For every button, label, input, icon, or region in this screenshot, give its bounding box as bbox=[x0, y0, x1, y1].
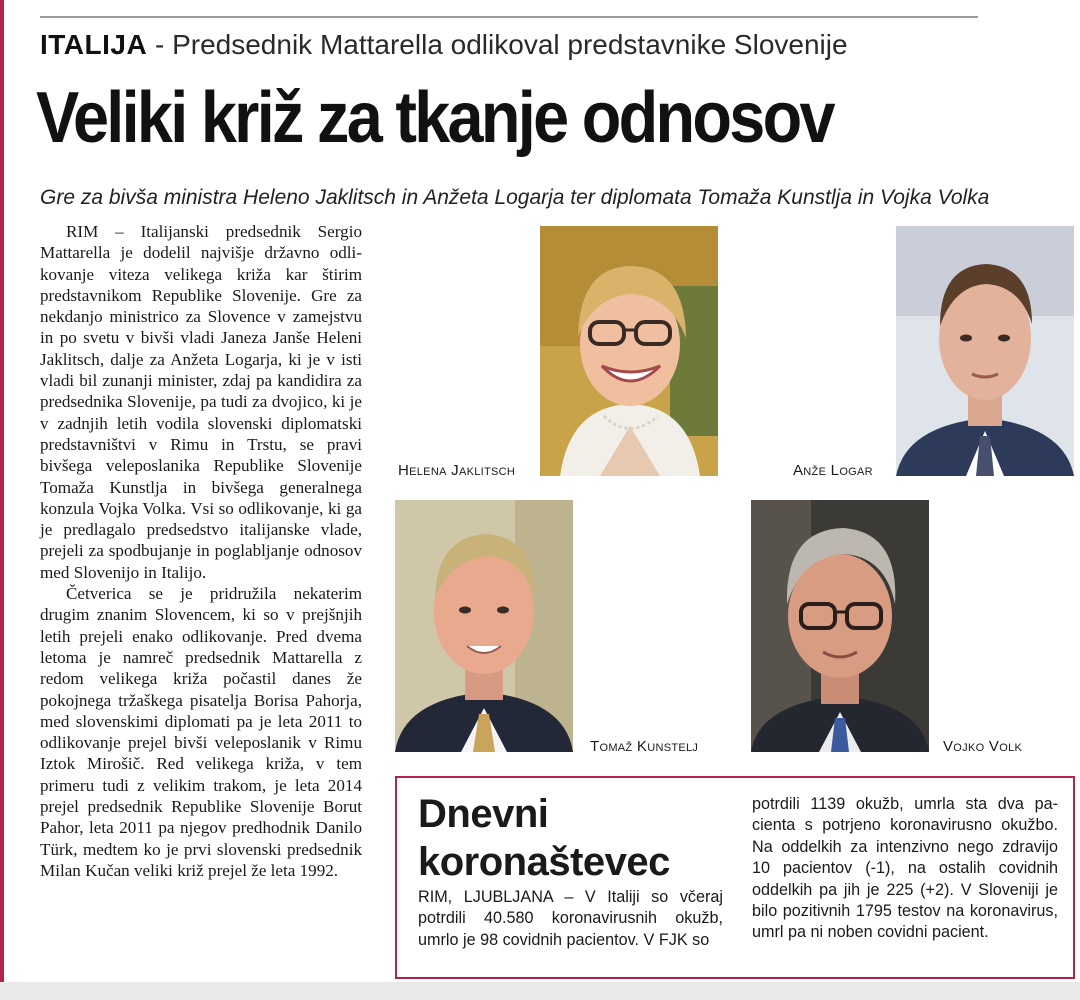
portrait-illustration bbox=[540, 226, 718, 476]
kicker-text: - Predsednik Mattarella odlikoval predstavnike Slovenije bbox=[147, 29, 848, 60]
photo-tomaz-kunstelj bbox=[395, 500, 573, 752]
portrait-illustration bbox=[395, 500, 573, 752]
photo-vojko-volk bbox=[751, 500, 929, 752]
page-edge-rule bbox=[0, 0, 4, 1000]
covid-box-title-line-1: Dnevni bbox=[418, 792, 549, 836]
caption-tomaz-kunstelj: Tomaž Kunstelj bbox=[590, 738, 699, 755]
covid-box-title-line-2: koronaštevec bbox=[418, 840, 670, 884]
page-bottom-band bbox=[0, 982, 1080, 1000]
top-divider bbox=[40, 16, 978, 18]
headline: Veliki križ za tkanje odnosov bbox=[36, 78, 833, 158]
article-body bbox=[40, 221, 362, 881]
caption-vojko-volk: Vojko Volk bbox=[943, 738, 1023, 755]
kicker-section: ITALIJA bbox=[40, 29, 148, 60]
caption-helena-jaklitsch: Helena Jaklitsch bbox=[398, 462, 516, 479]
photo-helena-jaklitsch bbox=[540, 226, 718, 476]
subheadline: Gre za bivša ministra Heleno Jaklitsch in Anžeta Logarja ter diplomata Tomaža Kunstlja in Vojka Volka bbox=[40, 186, 990, 209]
article-paragraph-1: RIM – Italijanski predsednik Sergio Mattarella je dodelil najvišje državno odlikovanje viteza velikega križa kar štirim predstavnikom Republike Slovenije. Gre za nekdanjo ministrico za Slovence v zamejstvu in po svetu v bivši vladi Janeza Janše Heleni Jaklitsch, dalje za Anžeta Logarja, ki je v isti vladi bil zunanji minister, zdaj pa kandidira za predsednika Slovenije, pa tudi za dvojico, ki je v zadnjih letih vodila slovenski diplomatski predstavništvi v Rimu in Trstu, se pravi bivšega veleposlanika Republike Slovenije Tomaža Kunstlja in bivšega generalnega konzula Vojka Volka. Vsi so odlikovanje, ki ga je predlagalo predsedstvo italijanske vlade, prejeli za spodbujanje in poglabljanje odnosov med Slovenijo in Italijo. bbox=[40, 222, 362, 582]
portrait-illustration bbox=[751, 500, 929, 752]
covid-box-text-right: potrdili 1139 okužb, umrla sta dva pacienta s potrjeno koronavirusno okužbo. Na oddelkih za intenzivno nego zdravijo 10 pacientov (-1), na ostalih covidnih oddelkih pa jih je 225 (+2). V Sloveniji je bilo pozitivnih 1795 testov na koronavirus, umrl pa ni noben covidni pacient. bbox=[752, 795, 1058, 942]
covid-box-text-left: RIM, LJUBLJANA – V Italiji so včeraj potrdili 40.580 koronavirusnih okužb, umrlo je 98 covidnih pacientov. V FJK so bbox=[418, 888, 723, 949]
kicker bbox=[40, 28, 848, 62]
covid-box-title bbox=[418, 790, 670, 886]
caption-anze-logar: Anže Logar bbox=[793, 462, 873, 479]
portrait-illustration bbox=[896, 226, 1074, 476]
article-paragraph-2: Četverica se je pridružila nekaterim drugim znanim Slovencem, ki so v prejšnjih letih prejeli enako odlikovanje. Pred dvema letoma je namreč predsednik Mattarella z redom velikega križa počastil danes že pokojnega tržaškega pisatelja Borisa Pahorja, med slovenskimi diplomati pa je leta 2011 to odlikovanje prejel bivši veleposlanik v Rimu Iztok Mirošič. Red velikega križa, v tem primeru tudi z velikim trakom, je leta 2014 prejel predsednik Republike Slovenije Borut Pahor, leta 2011 pa njegov predhodnik Danilo Türk, medtem ko je prvi slovenski predsednik Milan Kučan veliki križ prejel že leta 1992. bbox=[40, 584, 362, 880]
photo-anze-logar bbox=[896, 226, 1074, 476]
